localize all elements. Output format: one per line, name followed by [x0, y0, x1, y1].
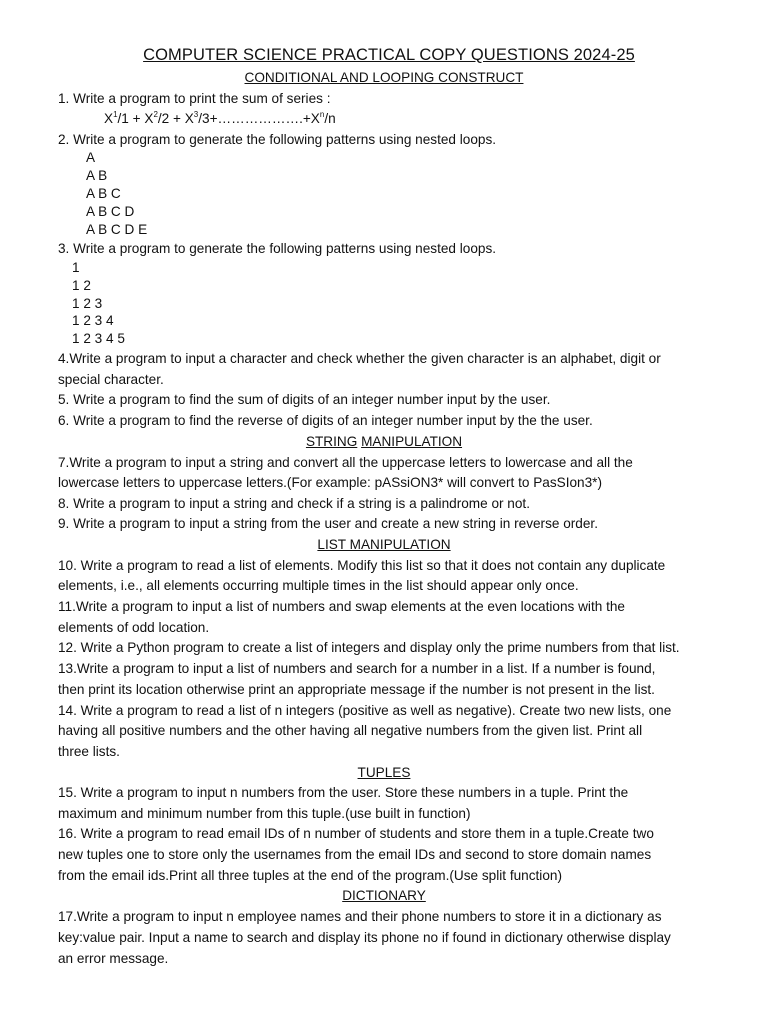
series-formula: $X^1/1 + X^2/2$ + $X^3/3+\dots\dots\dots\dots\dots\dots.+X^n/n$ [104, 110, 336, 126]
question-7-line-1: 7.Write a program to input a string and convert all the uppercase letters to lowercase and all the [58, 455, 633, 470]
pattern-line: 1 2 3 [72, 296, 103, 311]
section-heading-conditional: CONDITIONAL AND LOOPING CONSTRUCT [244, 70, 524, 85]
question-5: 5. Write a program to find the sum of digits of an integer number input by the user. [58, 392, 551, 407]
question-16-line-1: 16. Write a program to read email IDs of n number of students and store them in a tuple.Create two [58, 826, 654, 841]
question-10-line-1: 10. Write a program to read a list of elements. Modify this list so that it does not contain any duplicate [58, 558, 666, 573]
question-2: 2. Write a program to generate the following patterns using nested loops. [58, 132, 497, 147]
question-4-line-1: 4.Write a program to input a character and check whether the given character is an alphabet, digit or [58, 351, 661, 366]
pattern-line: 1 2 3 4 5 [72, 331, 125, 346]
pattern-line: 1 2 [72, 278, 91, 293]
pattern-line: 1 [72, 260, 80, 275]
pattern-line: A [86, 150, 96, 165]
question-13-line-2: then print its location otherwise print an appropriate message if the number is not present in the list. [58, 682, 655, 697]
pattern-line: A B [86, 168, 108, 183]
question-15-line-1: 15. Write a program to input n numbers from the user. Store these numbers in a tuple. Print the [58, 785, 629, 800]
question-4-line-2: special character. [58, 372, 164, 387]
question-3: 3. Write a program to generate the following patterns using nested loops. [58, 241, 497, 256]
question-9: 9. Write a program to input a string from the user and create a new string in reverse order. [58, 516, 598, 531]
question-6: 6. Write a program to find the reverse of digits of an integer number input by the the user. [58, 413, 593, 428]
question-14-line-3: three lists. [58, 744, 120, 759]
pattern-line: A B C [86, 186, 121, 201]
question-13-line-1: 13.Write a program to input a list of numbers and search for a number in a list. If a number is found, [58, 661, 656, 676]
section-heading-string: STRING MANIPULATION [305, 434, 463, 449]
question-7-line-2: lowercase letters to uppercase letters.(For example: pASsiON3* will convert to PasSIon3*) [58, 475, 602, 490]
pattern-line: A B C D E [86, 222, 148, 237]
pattern-line: 1 2 3 4 [72, 313, 114, 328]
page-title: COMPUTER SCIENCE PRACTICAL COPY QUESTIONS 2024-25 [143, 46, 635, 64]
section-heading-list: LIST MANIPULATION [317, 537, 451, 552]
question-11-line-2: elements of odd location. [58, 620, 210, 635]
section-heading-dictionary: DICTIONARY [342, 888, 426, 903]
question-1: 1. Write a program to print the sum of series : [58, 91, 331, 106]
question-17-line-3: an error message. [58, 951, 169, 966]
question-12: 12. Write a Python program to create a list of integers and display only the prime numbers from that list. [58, 640, 680, 655]
question-17-line-2: key:value pair. Input a name to search and display its phone no if found in dictionary otherwise display [58, 930, 671, 945]
question-16-line-2: new tuples one to store only the usernames from the email IDs and second to store domain names [58, 847, 652, 862]
pattern-line: A B C D [86, 204, 135, 219]
question-16-line-3: from the email ids.Print all three tuples at the end of the program.(Use split function) [58, 868, 562, 883]
section-heading-tuples: TUPLES [357, 765, 411, 780]
question-10-line-2: elements, i.e., all elements occurring multiple times in the list should appear only once. [58, 578, 579, 593]
question-15-line-2: maximum and minimum number from this tuple.(use built in function) [58, 806, 471, 821]
question-11-line-1: 11.Write a program to input a list of numbers and swap elements at the even locations with the [58, 599, 625, 614]
question-14-line-1: 14. Write a program to read a list of n integers (positive as well as negative). Create two new lists, one [58, 703, 672, 718]
question-17-line-1: 17.Write a program to input n employee names and their phone numbers to store it in a dictionary as [58, 909, 662, 924]
question-14-line-2: having all positive numbers and the other having all negative numbers from the given list. Print all [58, 723, 643, 738]
question-8: 8. Write a program to input a string and check if a string is a palindrome or not. [58, 496, 530, 511]
